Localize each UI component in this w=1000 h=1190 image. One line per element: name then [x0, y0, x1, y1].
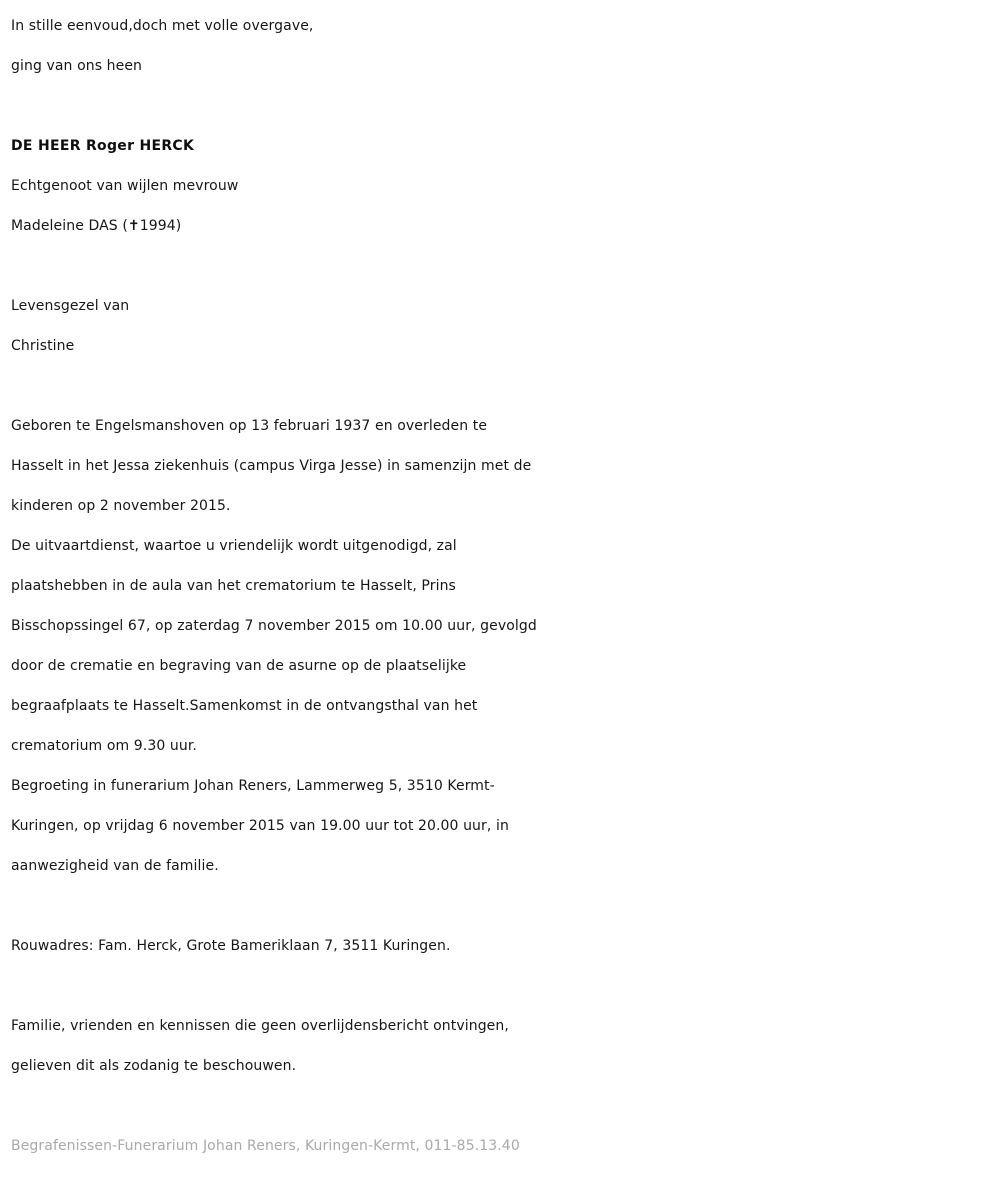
details-line: Kuringen, op vrijdag 6 november 2015 van 19.00 uur tot 20.00 uur, in — [11, 818, 509, 834]
details-line: crematorium om 9.30 uur. — [11, 738, 197, 754]
details-line: begraafplaats te Hasselt.Samenkomst in de ontvangsthal van het — [11, 698, 478, 714]
details-line: plaatshebben in de aula van het crematorium te Hasselt, Prins — [11, 578, 456, 594]
details-paragraph — [11, 406, 991, 886]
funeral-home-footer: Begrafenissen-Funerarium Johan Reners, Kuringen-Kermt, 011-85.13.40 — [11, 1138, 520, 1154]
obituary-notice — [11, 6, 991, 1166]
spacer — [11, 1086, 991, 1126]
details-line: Begroeting in funerarium Johan Reners, Lammerweg 5, 3510 Kermt- — [11, 778, 495, 794]
details-line: kinderen op 2 november 2015. — [11, 498, 231, 514]
intro-line-1: In stille eenvoud,doch met volle overgave, — [11, 18, 314, 34]
details-line: Geboren te Engelsmanshoven op 13 februari 1937 en overleden te — [11, 418, 488, 434]
partner-line-1: Levensgezel van — [11, 298, 130, 314]
notice-line-2: gelieven dit als zodanig te beschouwen. — [11, 1058, 297, 1074]
spouse-line-1: Echtgenoot van wijlen mevrouw — [11, 178, 239, 194]
details-line: Bisschopssingel 67, op zaterdag 7 november 2015 om 10.00 uur, gevolgd — [11, 618, 537, 634]
partner-line-2: Christine — [11, 338, 75, 354]
details-line: De uitvaartdienst, waartoe u vriendelijk wordt uitgenodigd, zal — [11, 538, 457, 554]
details-line: door de crematie en begraving van de asurne op de plaatselijke — [11, 658, 467, 674]
intro-line-2: ging van ons heen — [11, 58, 143, 74]
spouse-line-2: Madeleine DAS (✝1994) — [11, 218, 182, 234]
spacer — [11, 886, 991, 926]
spacer — [11, 366, 991, 406]
details-line: Hasselt in het Jessa ziekenhuis (campus Virga Jesse) in samenzijn met de — [11, 458, 532, 474]
spacer — [11, 966, 991, 1006]
details-line: aanwezigheid van de familie. — [11, 858, 219, 874]
deceased-name: DE HEER Roger HERCK — [11, 138, 195, 154]
spacer — [11, 246, 991, 286]
mourning-address: Rouwadres: Fam. Herck, Grote Bameriklaan 7, 3511 Kuringen. — [11, 938, 451, 954]
notice-line-1: Familie, vrienden en kennissen die geen overlijdensbericht ontvingen, — [11, 1018, 509, 1034]
